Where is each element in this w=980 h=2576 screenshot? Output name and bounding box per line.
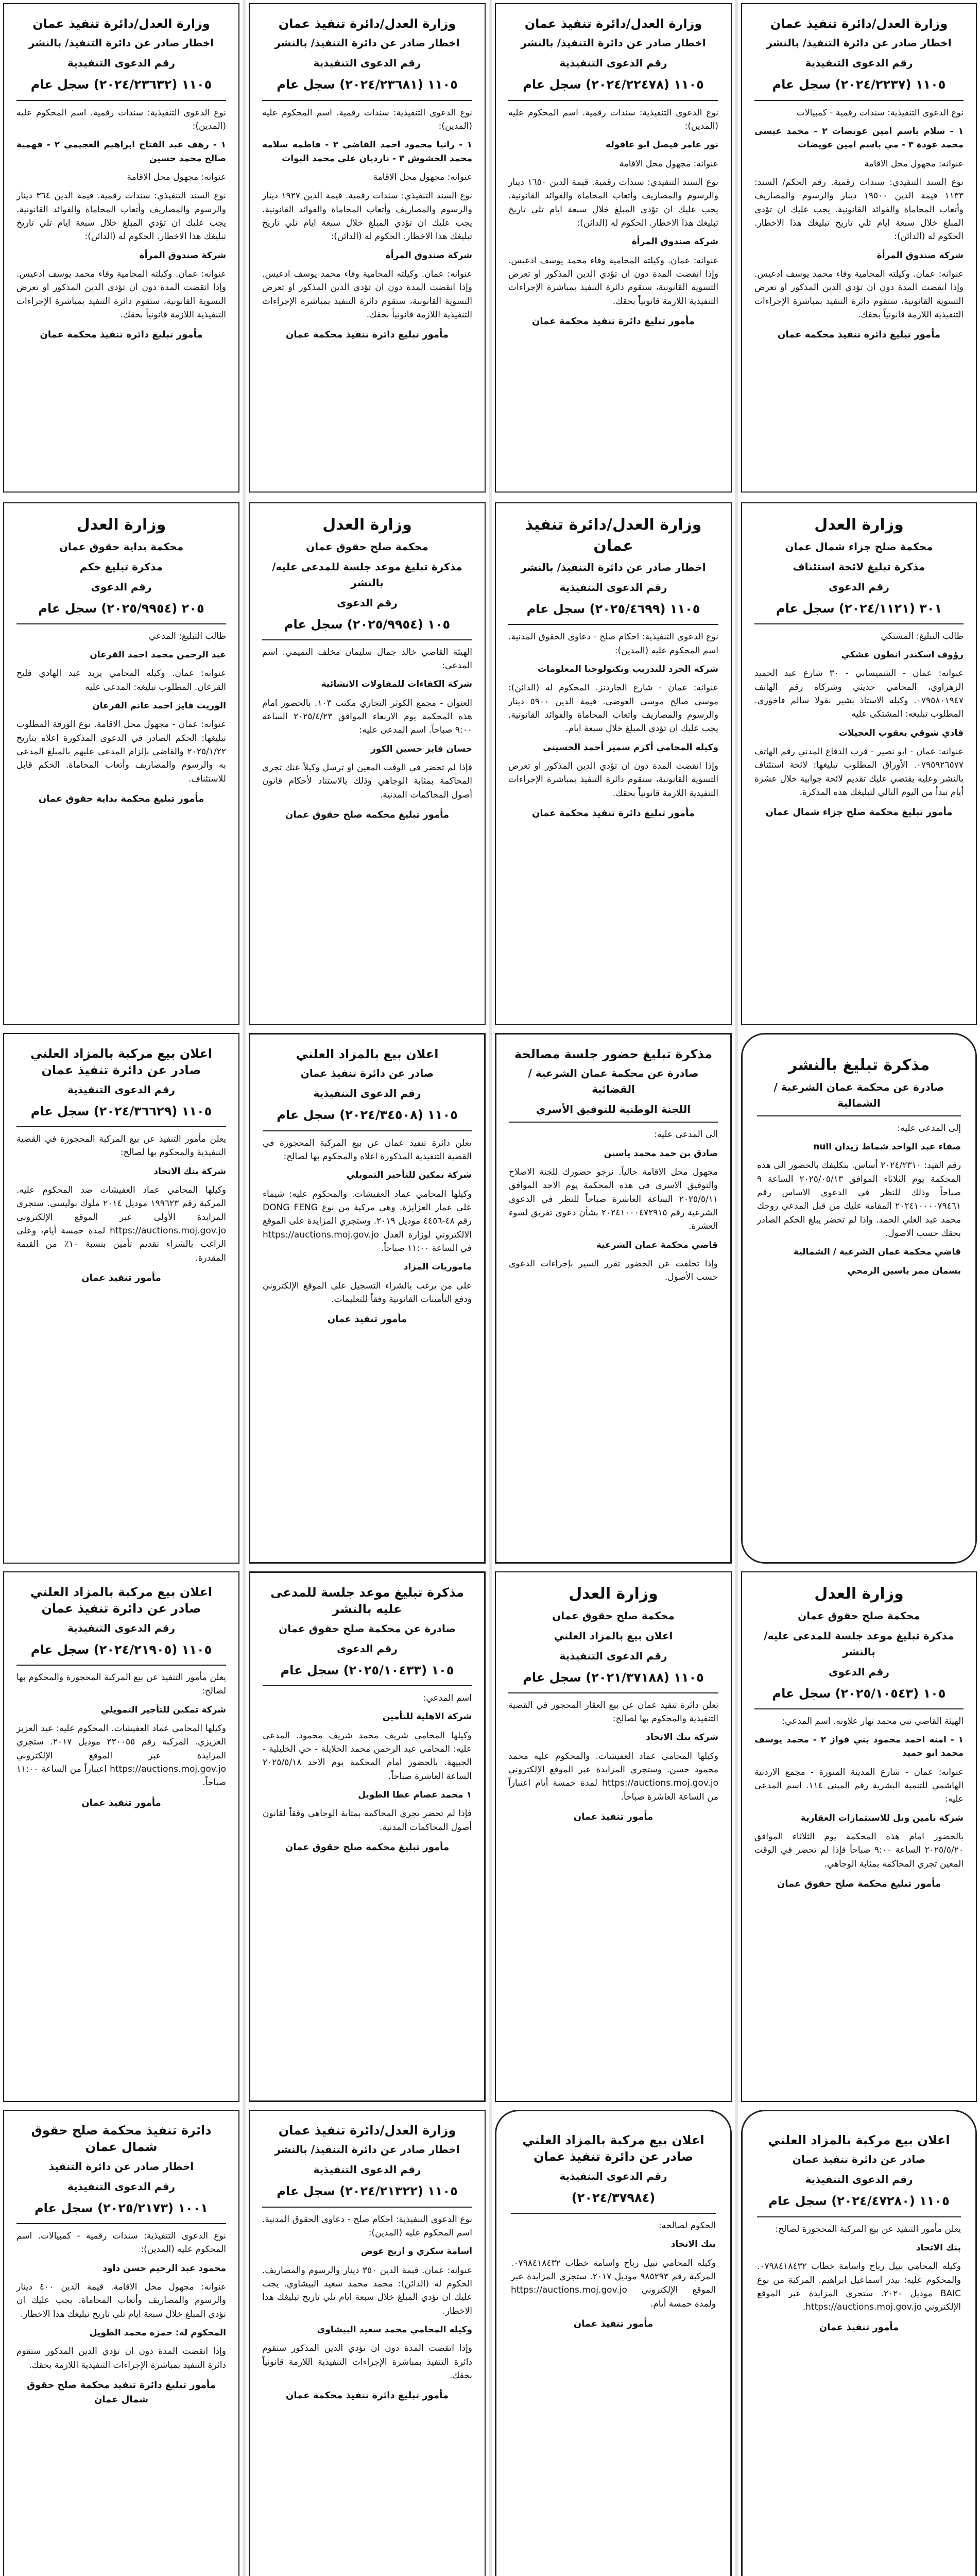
notice-text: عنوانه: عمان - شارع المدينة المنورة - مجمع الاردنية الهاشمي للتنمية البشرية رقم المبنى ١١٤. اسم المدعى عليه:: [754, 1767, 964, 1805]
divider: [754, 1708, 964, 1709]
case-label: رقم الدعوى التنفيذية: [559, 57, 667, 70]
notice-signature: مأمور تنفيذ عمان: [81, 1273, 161, 1284]
notice-hearing-2: [741, 1571, 977, 2102]
creditor-name: وكيله المحامي أكرم سمير أحمد الحسيني: [543, 742, 718, 753]
party-name: رؤوف اسكندر انطون عشكي: [841, 650, 964, 660]
notice-sharia-2: [495, 1033, 732, 1564]
court-name: صادر عن دائرة تنفيذ عمان: [792, 2153, 926, 2166]
notice-text: عنوانه: عمان - مجهول محل الاقامة. نوع الورقة المطلوب تبليغها: الحكم الصادر في الدعوى المذكورة اعلاه بتاريخ ٢٠٢٥/١/٢٢ والقاضي بإلزام المدعى عليهم بالمبلغ المدعى به والرسوم والمصاريف وأتعاب المحاماة. الحكم قابل للاستئناف.: [16, 719, 226, 784]
case-number: ١١٠٥ (٢٠٢٤/٢١٣٢٢) سجل عام: [277, 2184, 458, 2199]
notice-signature: مأمور تنفيذ عمان: [573, 2318, 654, 2330]
notice-auction-2: [3, 1033, 239, 1564]
notice-header: اعلان بيع بالمزاد العلني: [296, 1047, 439, 1061]
notice-header: وزارة العدل: [76, 516, 166, 534]
debtor-names: اسامة سكري و اريج عوض: [360, 2246, 472, 2257]
notice-title: مذكرة تبليغ حكم: [79, 560, 163, 573]
case-label: رقم الدعوى التنفيذية: [313, 2163, 421, 2176]
notice-text: رقم القيد: ٢٠٢٤/٢٣١٠ أساس. بتكليفك بالحضور الى هذه المحكمة يوم الثلاثاء الموافق ٢٠٢٥/٠٥/١٣ الساعة ٩ صباحاً وذلك للنظر في الدعوى الاساس رقم ٢٠٢٤١٠٠٠٠٧٩٤٦١ المقامة عليك من قبل المدعي زوجك محمد عبد العلي الحمد. واذا لم تحضر يبلغ الحكم الصادر بحقك حسب الاصول.: [757, 1160, 961, 1239]
divider: [16, 2223, 226, 2224]
case-label: رقم الدعوى: [829, 1665, 889, 1678]
notice-auction-3: [495, 1571, 732, 2102]
court-name: محكمة صلح حقوق عمان: [306, 540, 428, 553]
notice-header: وزارة العدل: [814, 1585, 904, 1603]
debtor-address: عنوانه: مجهول محل الاقامة: [127, 172, 226, 182]
debtor-names: ١ - رهف عبد الفتاح ابراهيم العجيمي ٢ - فهمية صالح محمد حسين: [16, 140, 226, 164]
notice-title: اخطار صادر عن دائرة التنفيذ/ بالنشر: [521, 37, 706, 49]
notice-signature: مأمور تنفيذ عمان: [81, 1797, 161, 1808]
notice-text: نوع الدعوى التنفيذية: سندات رقمية. اسم المحكوم عليه (المدين):: [508, 107, 718, 131]
case-number: (٢٠٢٤/٣٧٩٨٤): [571, 2190, 656, 2205]
notice-signature: مأمور تبليغ دائرة تنفيذ محكمة عمان: [532, 316, 695, 327]
notice-title: اخطار صادر عن دائرة التنفيذ/ بالنشر: [274, 2143, 460, 2156]
divider: [509, 1122, 718, 1123]
notice-execution-4: [3, 3, 239, 493]
notice-text: نوع الدعوى التنفيذية: سندات رقمية - كمبيالات. اسم المحكوم عليه (المدين):: [16, 2230, 226, 2255]
debtor-names: ١ - سلام باسم امين عويضات ٢ - محمد عيسى محمد عودة ٣ - مي باسم امين عويضات: [754, 126, 964, 150]
creditor-name: شركة صندوق المرأة: [139, 250, 226, 261]
creditor-name: وكيله المحامي محمد سعيد البيشاوي: [317, 2324, 472, 2335]
court-name: محكمة صلح جزاء شمال عمان: [785, 540, 933, 553]
divider: [754, 100, 964, 101]
notice-header: وزارة العدل/دائرة تنفيذ عمان: [770, 16, 948, 31]
notice-text: نوع السند التنفيذي: سندات رقمية. رقم الحكم/ السند: ١١٣٣ قيمة الدين ١٩٥٠٠ دينار والرسوم والمصاريف وأتعاب المحاماة والفوائد القانونية. يجب عليك ان تؤدي المبلغ خلال سبعة ايام تلي تاريخ تبليغك هذا الاخطار. الحكوم له (الدائن):: [754, 177, 964, 242]
divider: [16, 1126, 226, 1127]
party-name: شركة تمكين للتأجير التمويلي: [100, 1704, 226, 1715]
party-name: عبد الرحمن محمد احمد القرعان: [90, 650, 226, 660]
party-name: صفاء عبد الواحد شماط زيدان null: [813, 1141, 961, 1152]
case-number: ١٠٥ (٢٠٢٥/١٠٤٣٣) سجل عام: [280, 1663, 454, 1677]
notice-text: تعلن دائرة تنفيذ عمان عن بيع العقار المحجوز في القضية التنفيذية والمحكوم بها لصالح:: [508, 1700, 718, 1724]
case-label: رقم الدعوى: [337, 1642, 398, 1655]
notice-execution-6: [249, 2110, 486, 2576]
party-name: شركة تامين ويل للاستثمارات العقارية: [800, 1812, 964, 1823]
notice-text: إلى المدعى عليه:: [897, 1123, 961, 1133]
case-number: ٣٠١ (٢٠٢٤/١١٢١) سجل عام: [776, 601, 942, 616]
notice-header: مذكرة تبليغ بالنشر: [788, 1056, 930, 1074]
notice-text: العنوان - مجمع الكوثر التجاري مكتب ١٠٣. بالحضور امام هذه المحكمة يوم الاربعاء الموافق ٢٠٢٥/٤/٢٣ الساعة ٩:٠٠ صباحاً. اسم المدعى عليه:: [262, 698, 472, 736]
notice-header: وزارة العدل: [322, 516, 412, 534]
divider: [16, 623, 226, 624]
notice-text: وإذا انقضت المدة دون ان تؤدي الدين المذكور او تعرض التسوية القانونية، ستقوم دائرة التنفيذ بمباشرة الإجراءات التنفيذية اللازمة قانونياً بحقك.: [508, 760, 718, 799]
notice-signature: مأمور تنفيذ عمان: [573, 1811, 654, 1823]
case-number: ١٠٠١ (٢٠٢٥/٢١٧٣) سجل عام: [35, 2200, 208, 2215]
notice-text: فإذا لم تحضر في الوقت المعين او ترسل وكيلاً عنك تجري المحاكمة بمثابة الوجاهي وذلك بالاستناد لأحكام قانون أصول المحاكمات المدنية.: [262, 762, 472, 800]
column-gutter: [489, 0, 492, 2576]
notice-text: الى المدعى عليه:: [654, 1129, 718, 1140]
notice-title: اخطار صادر عن دائرة التنفيذ/ بالنشر: [521, 561, 706, 573]
notice-header: وزارة العدل: [814, 516, 904, 534]
notice-header: دائرة تنفيذ محكمة صلح حقوق شمال عمان: [31, 2123, 212, 2155]
notice-text: نوع السند التنفيذي: سندات رقمية. قيمة الدين ١٦٥٠ دينار والرسوم والمصاريف وأتعاب المحاماة والفوائد القانونية. يجب عليك ان تؤدي المبلغ خلال سبعة ايام تلي تاريخ تبليغك هذا الاخطار. الحكوم له (الدائن):: [508, 177, 718, 228]
judge-title: قاضي محكمة عمان الشرعية / الشمالية: [793, 1247, 961, 1258]
debtor-names: نور عامر فيصل ابو عاقوله: [606, 140, 718, 150]
notice-hearing-1: [249, 502, 486, 1025]
divider: [511, 2213, 716, 2214]
divider: [262, 2207, 472, 2208]
notice-text: الحكوم لصالحه:: [658, 2220, 716, 2231]
notice-execution-2: [495, 3, 732, 493]
divider: [263, 1685, 472, 1686]
notice-text: عنوانه: عمان. وكيلته المحامية وفاء محمد يوسف ادعيس. وإذا انقضت المدة دون ان تؤدي الدين المذكور او تعرض التسوية القانونية، ستقوم دائرة التنفيذ بمباشرة الإجراءات التنفيذية اللازمة قانونياً بحقك.: [508, 255, 718, 307]
notice-signature: مأمور تبليغ دائرة تنفيذ محكمة صلح حقوق شمال عمان: [27, 2380, 216, 2405]
notice-text: نوع السند التنفيذي: سندات رقمية. قيمة الدين ٣٦٤ دينار والرسوم والمصاريف وأتعاب المحاماة والفوائد القانونية. يجب عليك ان تؤدي المبلغ خلال سبعة ايام تلي تاريخ تبليغك هذا الاخطار. الحكوم له (الدائن):: [16, 191, 226, 242]
creditor-name: شركة صندوق المرأة: [876, 250, 964, 261]
notice-signature: مأمور تنفيذ عمان: [819, 2321, 899, 2333]
divider: [508, 1692, 718, 1693]
notice-text: وكيله المحامي نبيل رباح واسامة خطاب ٠٧٩٨٤١٨٤٣٢. المركبة رقم ٩٨٥٢٩٣ موديل ٢٠١٧. ستجري المزايدة عبر الموقع الإلكتروني https://auctions.moj.gov.jo ولمدة خمسة أيام.: [511, 2258, 716, 2309]
court-name: محكمة صلح حقوق عمان: [798, 1609, 920, 1622]
notice-text: وكيلها المحامي عماد العفيشات. والمحكوم عليه: شيماء علي عمار العزايزة. وهي مركبة من نوع DONG FENG رقم ٤٨-٤٤٥٦ موديل ٢٠١٩. وستجري المزايدة على الموقع الالكتروني لوزارة العدل https://auctions.moj.gov.jo في الساعة ١١:٠٠ صباحاً.: [263, 1189, 472, 1253]
case-number: ١١٠٥ (٢٠٢٤/٢٢٣٧) سجل عام: [772, 77, 946, 92]
column-gutter: [243, 0, 246, 2576]
notice-title: اخطار صادر عن دائرة التنفيذ/ بالنشر: [766, 37, 952, 49]
committee-name: اللجنة الوطنية للتوفيق الأسري: [536, 1103, 691, 1116]
notice-title: اخطار صادر عن دائرة التنفيذ: [48, 2160, 194, 2173]
notice-header: وزارة العدل/دائرة تنفيذ عمان: [32, 16, 210, 31]
party-name: فادي شوقي يعقوب العجيلات: [838, 727, 964, 738]
notice-title: مذكرة تبليغ لائحة استئناف: [793, 560, 925, 573]
case-label: رقم الدعوى التنفيذية: [805, 57, 913, 70]
divider: [16, 100, 226, 101]
notice-auction-4: [3, 1571, 239, 2102]
creditor-name: المحكوم له: حمزه محمد الطويل: [89, 2328, 226, 2338]
party-name: بنك الاتحاد: [670, 2239, 716, 2250]
notice-auction-5: [741, 2110, 977, 2576]
case-number: ١١٠٥ (٢٠٢٤/٣٦٦٢٩) سجل عام: [30, 1104, 212, 1118]
notice-header: اعلان بيع مركبة بالمزاد العلني: [768, 2133, 950, 2147]
court-name: صادرة عن محكمة صلح حقوق عمان: [279, 1622, 456, 1635]
notice-header: اعلان بيع مركبة بالمزاد العلني صادر عن دائرة تنفيذ عمان: [30, 1585, 213, 1616]
case-label: رقم الدعوى: [829, 580, 889, 593]
notice-text: وكيله المحامي نبيل رباح واسامة خطاب ٠٧٩٨٤١٨٤٣٢. والمحكوم عليه: بيدر اسماعيل ابراهيم. المركبة من نوع BAIC موديل ٢٠٢٠. ستجري المزايدة عبر الموقع الإلكتروني https://auctions.moj.gov.jo.: [757, 2261, 961, 2313]
notice-signature: مأمور تبليغ محكمة صلح جزاء شمال عمان: [765, 807, 953, 818]
notice-text: عنوانه: عمان. وكيلته المحامية وفاء محمد يوسف ادعيس. وإذا انقضت المدة دون ان تؤدي الدين المذكور او تعرض التسوية القانونية، ستقوم دائرة التنفيذ بمباشرة الإجراءات التنفيذية اللازمة قانونياً بحقك.: [754, 269, 964, 320]
notice-sharia-1: [741, 1033, 977, 1564]
case-number: ١١٠٥ (٢٠٢٤/٢٢٤٧٨) سجل عام: [523, 77, 704, 92]
notice-signature: مأمور تبليغ دائرة تنفيذ محكمة عمان: [40, 329, 203, 341]
notice-title: اخطار صادر عن دائرة التنفيذ/ بالنشر: [28, 37, 214, 49]
notice-header: مذكرة تبليغ موعد جلسة للمدعى عليه بالنشر: [270, 1585, 464, 1617]
notice-appeal: [741, 502, 977, 1025]
notice-header: وزارة العدل/دائرة تنفيذ عمان: [524, 16, 702, 31]
notice-signature: مأمور تبليغ محكمة بداية حقوق عمان: [38, 793, 204, 805]
notice-text: وكيلها المحامي عماد العفيشات. والمحكوم عليه محمد محمود حسن. وستجري المزايدة عبر الموقع الإلكتروني https://auctions.moj.gov.jo لمدة خمسة أيام اعتباراً من الساعة العاشرة صباحاً.: [508, 1751, 718, 1802]
notice-text: وكيلها المحامي عماد العفيشات ضد المحكوم عليه. المركبة رقم ١٩٩٦٢٣ موديل ٢٠١٤ ملوك بوليسي. ستجري المزايدة الأولى عبر الموقع الإلكتروني https://auctions.moj.gov.jo لمدة خمسة أيام، وعلى الراغب بالشراء تقديم تأمين بنسبة ١٠٪ من القيمة المقدرة.: [16, 1185, 227, 1263]
divider: [508, 100, 718, 101]
creditor-name: شركة صندوق المرأة: [631, 236, 718, 247]
case-number: ١٠٥ (٢٠٢٥/٩٩٥٤) سجل عام: [284, 617, 451, 632]
divider: [16, 1665, 226, 1666]
debtor-names: محمود عبد الرحيم حسن داود: [102, 2263, 226, 2274]
court-name: صادرة عن محكمة عمان الشرعية / القضائية: [528, 1067, 699, 1096]
notice-text: عنوانه: عمان. قيمة الدين ٣٥٠ دينار والرسوم والمصاريف. الحكوم له (الدائن): محمد محمد سعيد البيشاوي. يجب عليك ان تؤدي المبلغ خلال سبعة ايام تلي تاريخ تبليغك هذا الاخطار.: [262, 2265, 472, 2316]
debtor-address: عنوانه: مجهول محل الاقامة: [864, 158, 964, 169]
notice-header: اعلان بيع مركبة بالمزاد العلني صادر عن دائرة تنفيذ عمان: [30, 1046, 213, 1078]
case-label: رقم الدعوى التنفيذية: [313, 57, 421, 70]
judge-name: بسمان ممر ياسين الرمحي: [847, 1265, 961, 1276]
notice-title: مذكرة تبليغ موعد جلسة للمدعى عليه/ بالنشر: [272, 560, 462, 589]
notice-text: وإذا انقضت المدة دون ان تؤدي الدين المذكور ستقوم دائرة التنفيذ بمباشرة الإجراءات التنفيذية اللازمة بحقك.: [16, 2346, 226, 2370]
notice-text: على من يرغب بالشراء التسجيل على الموقع الإلكتروني ودفع التأمينات القانونية وفقاً للتعليمات.: [263, 1280, 472, 1305]
notice-signature: مأمور تنفيذ عمان: [327, 1314, 407, 1325]
notice-text: عنوانه: عمان - ابو نصير - قرب الدفاع المدني رقم الهاتف ٠٧٩٥٩٢٦٥٧٧. الأوراق المطلوب تبليغها: لائحة استئناف بالنشر وعليه يقتضي عليك تقديم لائحة جوابية خلال عشرة أيام تبدأ من اليوم التالي لتبليغك هذه المذكرة.: [754, 747, 964, 798]
notice-text: فإذا لم تحضر تجري المحاكمة بمثابة الوجاهي وفقاً لقانون أصول المحاكمات المدنية.: [263, 1808, 472, 1833]
notice-text: يعلن مأمور التنفيذ عن بيع المركبة المحجوزة والمحكوم بها لصالح:: [16, 1672, 226, 1697]
notice-judgment: [3, 502, 239, 1025]
notice-hearing-3: [249, 1571, 486, 2102]
debtor-names: شركة الجرد للتدريب وتكنولوجيا المعلومات: [537, 664, 718, 674]
divider: [508, 624, 718, 625]
creditor-name: شركة صندوق المرأة: [385, 250, 472, 261]
case-label: رقم الدعوى التنفيذية: [67, 57, 176, 70]
party-name: ١ - امنه احمد محمود بني فواز ٢ - محمد يوسف محمد ابو حميد: [754, 1735, 964, 1759]
notice-title: اخطار صادر عن دائرة التنفيذ/ بالنشر: [274, 37, 460, 49]
notice-text: نوع الدعوى التنفيذية: سندات رقمية. اسم المحكوم عليه (المدين):: [262, 107, 472, 131]
party-name: شركة بنك الاتحاد: [646, 1732, 718, 1743]
notice-execution-1: [741, 3, 977, 493]
court-name: محكمة صلح حقوق عمان: [552, 1609, 675, 1622]
case-label: رقم الدعوى التنفيذية: [559, 581, 667, 594]
case-label: رقم الدعوى التنفيذية: [805, 2173, 913, 2186]
divider: [757, 2216, 961, 2217]
notice-title: اعلان بيع بالمزاد العلني: [554, 1629, 673, 1642]
notice-signature: مأمور تبليغ محكمة صلح حقوق عمان: [285, 1842, 450, 1853]
notice-execution-3: [249, 3, 486, 493]
notice-text: عنوانه: عمان - الشميساني - ٣٠ شارع عبد الحميد الزهراوي، المحامي حديثي وشركاه رقم الهاتف ٠٧٩٥٨٠١٩٤٧. وكيله الاستاذ بشير نقولا سالم فاخوري. المطلوب تبليغه: المشتكى عليه: [754, 668, 964, 720]
notice-text: وكيلها المحامي عماد العفيشات. المحكوم عليه: عبد العزيز العزيزي. المركبة رقم ٢٣٠٠٥٥ موديل ٢٠١٧. ستجري المزايدة عبر الموقع الإلكتروني https://auctions.moj.gov.jo اعتباراً من الساعة ١١:٠٠ صباحاً.: [16, 1723, 226, 1788]
notice-header: وزارة العدل/دائرة تنفيذ عمان: [525, 516, 702, 555]
notice-text: يعلن مأمور التنفيذ عن بيع المركبة المحجوزة في القضية التنفيذية والمحكوم بها لصالح:: [16, 1133, 226, 1158]
notice-title: مذكرة تبليغ موعد جلسة للمدعى عليه/ بالنشر: [764, 1629, 954, 1658]
notice-execution-5: [495, 502, 732, 1025]
debtor-address: عنوانه: مجهول محل الاقامة: [373, 172, 472, 182]
notice-text: طالب التبليغ: المشتكي: [881, 631, 964, 641]
column-gutter: [735, 0, 738, 2576]
case-number: ١١٠٥ (٢٠٢١/٣٧١٨٨) سجل عام: [523, 1670, 704, 1685]
notice-signature: مأمور تبليغ دائرة تنفيذ محكمة عمان: [286, 329, 449, 341]
notice-text: وإذا انقضت المدة دون ان تؤدي الدين المذكور ستقوم دائرة التنفيذ بمباشرة الإجراءات التنفيذية اللازمة قانونياً بحقك.: [262, 2343, 472, 2381]
party-name: شركة الاهلية للتأمين: [382, 1711, 472, 1722]
party-name: شركة بنك الاتحاد: [153, 1166, 226, 1177]
notice-text: الهيئة القاضي نبي محمد نهار علاونه. اسم المدعي:: [782, 1716, 964, 1726]
notice-text: عنوانه: عمان. وكيلته المحامية وفاء محمد يوسف ادعيس. وإذا انقضت المدة دون ان تؤدي الدين المذكور او تعرض التسوية القانونية، ستقوم دائرة التنفيذ بمباشرة الإجراءات التنفيذية اللازمة قانونياً بحقك.: [16, 269, 226, 320]
case-number: ١١٠٥ (٢٠٢٤/٣٤٥٠٨) سجل عام: [277, 1108, 458, 1123]
judge-title: قاضي محكمة عمان الشرعية: [596, 1240, 718, 1250]
divider: [262, 100, 472, 101]
case-label: رقم الدعوى: [337, 596, 398, 609]
notice-text: نوع الدعوى التنفيذية: احكام صلح - دعاوى الحقوق المدنية. اسم المحكوم عليه (المدين):: [508, 632, 718, 656]
debtor-names: ١ - رانيا محمود احمد القاضي ٢ - فاطمه سلامه محمد الحشوش ٣ - نارديان علي محمد البواث: [262, 140, 472, 164]
case-label: رقم الدعوى التنفيذية: [559, 2170, 667, 2182]
notice-signature: مأمور تبليغ دائرة تنفيذ محكمة عمان: [532, 807, 695, 819]
court-name: صادرة عن محكمة عمان الشرعية / الشمالية: [773, 1080, 944, 1109]
notice-auction-6: [495, 2110, 732, 2576]
notice-header: وزارة العدل/دائرة تنفيذ عمان: [278, 16, 456, 31]
party-name: ١ محمد عصام عطا الطويل: [358, 1790, 472, 1801]
section-label: ماموريات المزاد: [403, 1262, 472, 1273]
notice-text: عنوانه: عمان - شارع الجاردنز. المحكوم له (الدائن): موسى صالح موسى العوضي. قيمة الدين ٥٩٠٠ دينار والرسوم والمصاريف وأتعاب المحاماة والفوائد القانونية. يجب عليك ان تؤدي المبلغ خلال سبعة ايام.: [508, 683, 718, 734]
notice-text: وإذا تخلفت عن الحضور تقرر السير بإجراءات الدعوى حسب الأصول.: [509, 1259, 718, 1283]
notice-text: اسم المدعي:: [423, 1692, 472, 1703]
notice-header: مذكرة تبليغ حضور جلسة مصالحة: [514, 1047, 713, 1061]
case-label: رقم الدعوى: [91, 580, 152, 593]
notice-text: نوع الدعوى التنفيذية: سندات رقمية - كمبيالات: [796, 107, 964, 118]
case-number: ١١٠٥ (٢٠٢٤/٢٣٦٣٢) سجل عام: [30, 77, 212, 92]
notice-text: مجهول محل الاقامة حالياً. نرجو حضورك للجنة الاصلاح والتوفيق الاسري في هذه المحكمة يوم الاحد الموافق ٢٠٢٥/٥/١١ الساعة العاشرة صباحاً للنظر في الدعوى الشرعية رقم ٢٠٢٤١٠٠٠٤٧٢٩١٥ بشأن دعوى تفريق لسوء العشرة.: [509, 1167, 718, 1232]
notice-header: وزارة العدل/دائرة تنفيذ عمان: [278, 2123, 456, 2138]
party-name: شركة الكفاءات للمقاولات الانشائية: [321, 679, 472, 690]
case-number: ٢٠٥ (٢٠٢٥/٩٩٥٤) سجل عام: [38, 601, 204, 616]
notice-text: نوع الدعوى التنفيذية: احكام صلح - دعاوى الحقوق المدنية. اسم المحكوم عليه (المدين):: [262, 2214, 472, 2238]
case-label: رقم الدعوى التنفيذية: [67, 1621, 176, 1634]
notice-text: عنوانه: عمان. وكيلته المحامية وفاء محمد يوسف ادعيس. وإذا انقضت المدة دون ان تؤدي الدين المذكور او تعرض التسوية القانونية، ستقوم دائرة التنفيذ بمباشرة الإجراءات التنفيذية اللازمة قانونياً بحقك.: [262, 269, 472, 320]
case-label: رقم الدعوى التنفيذية: [559, 1649, 667, 1662]
notice-auction-1: [249, 1033, 486, 1564]
notice-text: تعلن دائرة تنفيذ عمان عن بيع المركبة المحجوزة في القضية التنفيذية المذكورة اعلاه والمحكوم بها لصالح:: [263, 1138, 472, 1162]
notice-signature: مأمور تبليغ محكمة صلح حقوق عمان: [777, 1878, 941, 1890]
notice-text: نوع السند التنفيذي: سندات رقمية. قيمة الدين ١٩٢٧ دينار والرسوم والمصاريف وأتعاب المحاماة والفوائد القانونية. يجب عليك ان تؤدي المبلغ خلال سبعة ايام تلي تاريخ تبليغك هذا الاخطار. الحكوم له (الدائن):: [262, 191, 472, 242]
party-name: حسان فايز حسين الكوز: [370, 743, 472, 754]
notice-text: الهيئة القاضي خالد جمال سليمان مخلف التميمي. اسم المدعي:: [262, 647, 472, 671]
case-label: رقم الدعوى التنفيذية: [313, 1087, 421, 1100]
notice-header: وزارة العدل: [569, 1585, 658, 1603]
party-name: الوريث فايز احمد غانم القرعان: [92, 701, 226, 711]
notice-text: يعلن مأمور التنفيذ عن بيع المركبة المحجوزة لصالح:: [775, 2224, 961, 2234]
case-number: ١١٠٥ (٢٠٢٥/٤٦٩٩) سجل عام: [526, 602, 700, 616]
notice-text: نوع الدعوى التنفيذية: سندات رقمية. اسم المحكوم عليه (المدين):: [16, 107, 226, 131]
notice-execution-7: [3, 2110, 239, 2576]
court-name: صادر عن دائرة تنفيذ عمان: [300, 1067, 434, 1080]
notice-header: اعلان بيع مركبة بالمزاد العلني صادر عن دائرة تنفيذ عمان: [522, 2133, 704, 2164]
party-name: صادق بن حمد محمد ياسين: [604, 1148, 718, 1159]
case-number: ١١٠٥ (٢٠٢٤/٢٣٦٨١) سجل عام: [277, 77, 458, 92]
notice-signature: مأمور تبليغ محكمة صلح حقوق عمان: [285, 809, 450, 821]
notice-signature: مأمور تبليغ دائرة تنفيذ محكمة عمان: [286, 2390, 449, 2401]
notice-text: وكيلها المحامي شريف محمد شريف محمود. المدعى عليه: المحامي عبد الرحمن محمد الخلايلة - حي الخليلية - الجبيهة. بالحضور امام المحكمة يوم الاحد ٢٠٢٥/٥/١٨ الساعة العاشرة صباحاً.: [263, 1730, 472, 1782]
party-name: شركة تمكين للتأجير التمويلي: [346, 1170, 472, 1181]
case-number: ١١٠٥ (٢٠٢٤/٤٧٢٨٠) سجل عام: [768, 2194, 950, 2209]
case-number: ١٠٥ (٢٠٢٥/١٠٥٤٣) سجل عام: [772, 1686, 946, 1701]
debtor-address: عنوانه: مجهول محل الاقامة: [619, 158, 718, 169]
case-label: رقم الدعوى التنفيذية: [67, 2180, 176, 2193]
notice-text: عنوانه: مجهول محل الاقامة. قيمة الدين ٤٠٠ دينار والرسوم والمصاريف وأتعاب المحاماة. يجب عليك ان تؤدي المبلغ خلال سبعة ايام تلي تاريخ تبليغك هذا الاخطار.: [16, 2282, 226, 2319]
notice-text: بالحضور امام هذه المحكمة يوم الثلاثاء الموافق ٢٠٢٥/٥/٢٠ الساعة ٩:٠٠ صباحاً فإذا لم تحضر في الوقت المعين تجري المحاكمة بمثابة الوجاهي.: [754, 1832, 964, 1869]
case-number: ١١٠٥ (٢٠٢٤/٢١٩٠٥) سجل عام: [30, 1642, 212, 1657]
divider: [754, 623, 964, 624]
court-name: محكمة بداية حقوق عمان: [59, 540, 184, 553]
divider: [757, 1115, 961, 1116]
notice-text: طالب التبليغ: المدعي: [148, 631, 226, 641]
divider: [262, 639, 472, 640]
divider: [263, 1130, 472, 1131]
notice-signature: مأمور تبليغ دائرة تنفيذ محكمة عمان: [778, 329, 940, 341]
notice-text: عنوانه: عمان. وكيله المحامي يزيد عبد الهادي فليح القرعان. المطلوب تبليغه: المدعى عليه: [16, 668, 226, 692]
party-name: بنك الاتحاد: [916, 2242, 961, 2253]
case-label: رقم الدعوى التنفيذية: [67, 1083, 176, 1096]
